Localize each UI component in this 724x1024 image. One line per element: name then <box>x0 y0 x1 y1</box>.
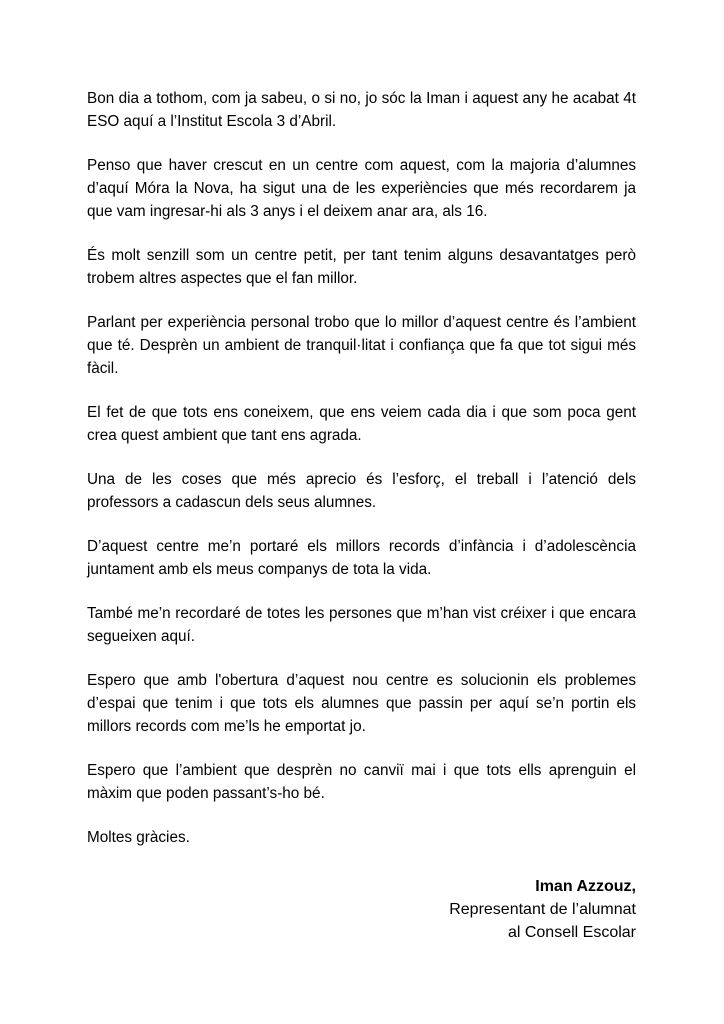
signature-role-line-1: Representant de l’alumnat <box>449 901 636 918</box>
paragraph-teachers: Una de les coses que més aprecio és l’esforç, el treball i l’atenció dels professors a cadascun dels seus alumnes. <box>87 471 636 511</box>
signature-role-line-2: al Consell Escolar <box>507 924 636 941</box>
paragraph-small-school: És molt senzill som un centre petit, per tant tenim alguns desavantatges però trobem altres aspectes que el fan millor. <box>87 247 636 287</box>
paragraph-growing-up: Penso que haver crescut en un centre com aquest, com la majoria d’alumnes d’aquí Móra la Nova, ha sigut una de les experiències que més recordarem ja que vam ingresar-hi als 3 anys i el deixem anar ara, als 16. <box>87 157 636 220</box>
letter-page <box>87 87 636 944</box>
paragraph-knowing-each-other: El fet de que tots ens coneixem, que ens veiem cada dia i que som poca gent crea quest ambient que tant ens agrada. <box>87 404 636 444</box>
letter-body <box>87 87 636 849</box>
paragraph-memories: D’aquest centre me’n portaré els millors records d’infància i d’adolescència juntament amb els meus companys de tota la vida. <box>87 538 636 578</box>
paragraph-greeting: Bon dia a tothom, com ja sabeu, o si no, jo sóc la Iman i aquest any he acabat 4t ESO aquí a l’Institut Escola 3 d’Abril. <box>87 90 636 130</box>
signature-name: Iman Azzouz, <box>535 878 636 895</box>
paragraph-hope: Espero que l’ambient que desprèn no canviï mai i que tots ells aprenguin el màxim que poden passant’s-ho bé. <box>87 762 636 802</box>
signature-block <box>87 875 636 944</box>
paragraph-environment: Parlant per experiència personal trobo que lo millor d’aquest centre és l’ambient que té. Desprèn un ambient de tranquil·litat i confiança que fa que tot sigui més fàcil. <box>87 314 636 377</box>
paragraph-people: També me’n recordaré de totes les persones que m’han vist créixer i que encara segueixen aquí. <box>87 605 636 645</box>
paragraph-new-centre: Espero que amb l'obertura d’aquest nou centre es solucionin els problemes d’espai que tenim i que tots els alumnes que passin per aquí se’n portin els millors records com me’ls he emportat jo. <box>87 672 636 735</box>
paragraph-thanks: Moltes gràcies. <box>87 829 190 846</box>
